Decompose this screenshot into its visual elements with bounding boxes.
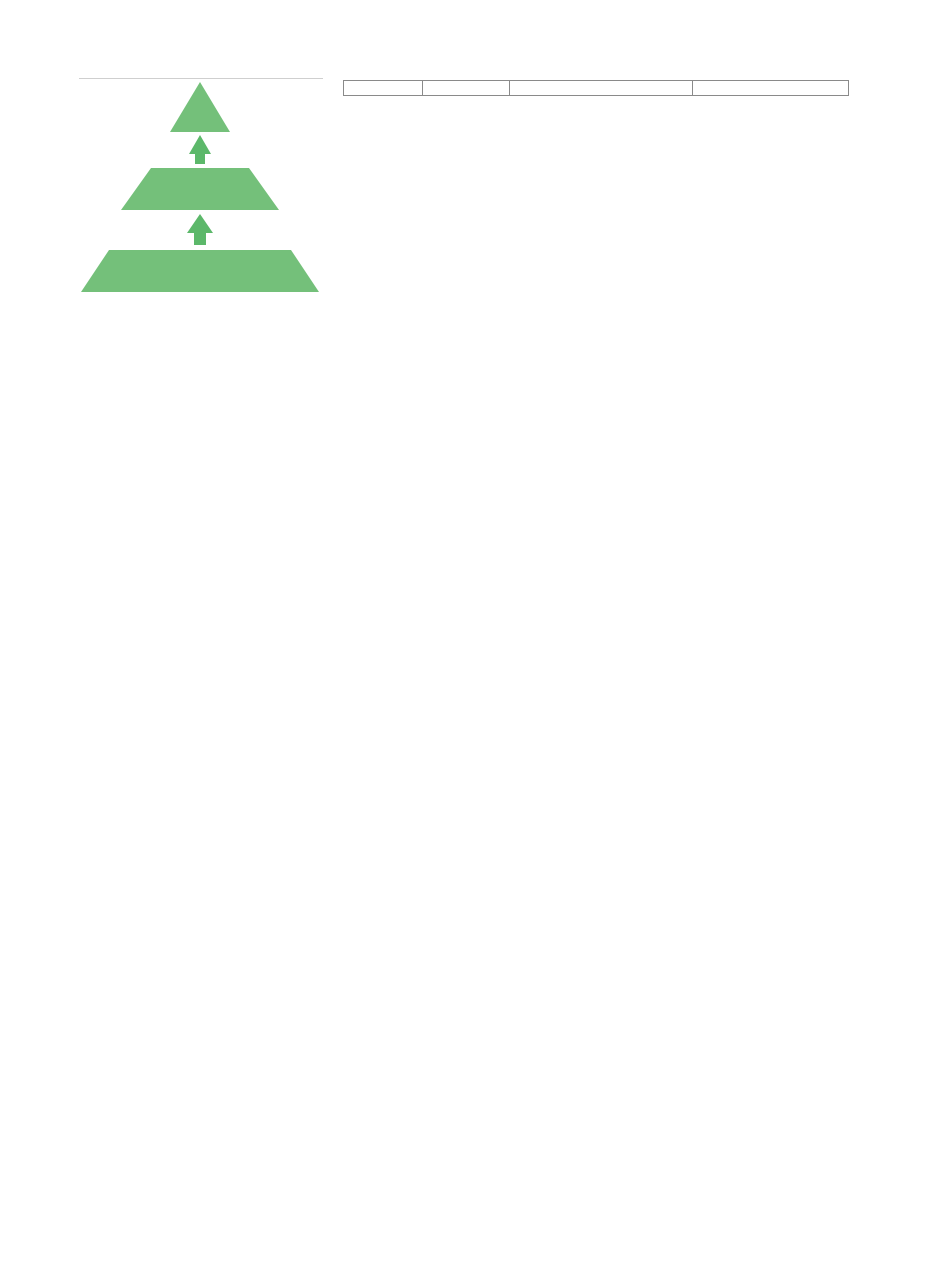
arrow-up-2	[187, 214, 213, 245]
header-photo	[693, 81, 849, 96]
pyramid-middle-shape	[121, 168, 279, 210]
pyramid-top-shape	[170, 82, 230, 132]
figure-1	[79, 80, 323, 300]
pyramid-bottom-shape	[81, 250, 319, 292]
table-1	[343, 80, 849, 96]
header-club-name	[344, 81, 423, 96]
top-rule	[79, 78, 323, 79]
header-site	[423, 81, 510, 96]
table-header-row	[344, 81, 849, 96]
pyramid-diagram	[79, 80, 323, 300]
arrow-up-1	[189, 135, 211, 164]
header-method	[510, 81, 693, 96]
